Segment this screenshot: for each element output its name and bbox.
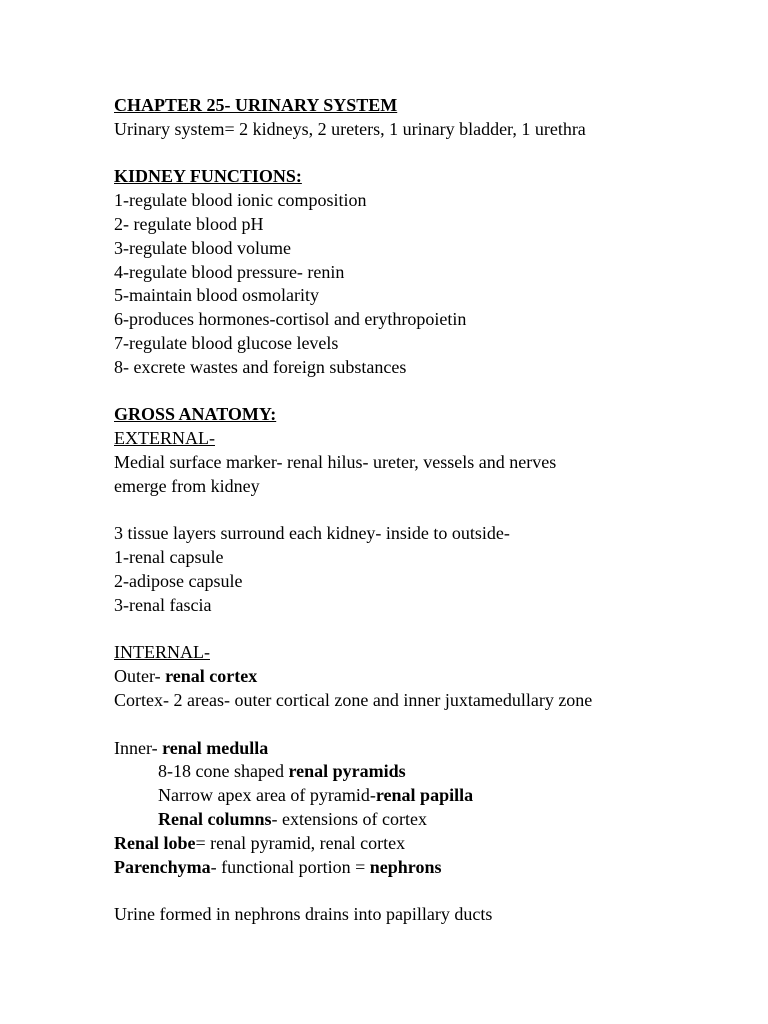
internal-label: INTERNAL- bbox=[114, 642, 210, 663]
kidney-function-item: 2- regulate blood pH bbox=[114, 213, 264, 234]
inner-term: renal medulla bbox=[162, 737, 269, 758]
kidney-function-item: 7-regulate blood glucose levels bbox=[114, 332, 339, 353]
kidney-functions-heading: KIDNEY FUNCTIONS: bbox=[114, 166, 302, 187]
cortex-line: Cortex- 2 areas- outer cortical zone and inner juxtamedullary zone bbox=[114, 689, 593, 710]
papilla-term: renal papilla bbox=[375, 785, 474, 806]
external-label: EXTERNAL- bbox=[114, 428, 215, 449]
outer-term: renal cortex bbox=[165, 666, 258, 687]
layer-item: 3-renal fascia bbox=[114, 594, 212, 615]
pyramids-line bbox=[114, 760, 768, 784]
columns-term: Renal columns bbox=[158, 808, 272, 829]
kidney-function-item: 5-maintain blood osmolarity bbox=[114, 285, 319, 306]
lobe-line bbox=[114, 832, 768, 856]
pyramids-term: renal pyramids bbox=[288, 761, 406, 782]
chapter-title: CHAPTER 25- URINARY SYSTEM bbox=[114, 95, 398, 115]
marker-line-1: Medial surface marker- renal hilus- ureter, vessels and nerves bbox=[114, 451, 557, 472]
layer-item: 2-adipose capsule bbox=[114, 570, 243, 591]
parenchyma-middle: - functional portion = bbox=[210, 856, 370, 877]
spacer bbox=[114, 380, 768, 404]
pyramids-prefix: 8-18 cone shaped bbox=[158, 761, 289, 782]
kidney-function-item: 8- excrete wastes and foreign substances bbox=[114, 356, 407, 377]
spacer bbox=[114, 499, 768, 523]
layers-intro: 3 tissue layers surround each kidney- inside to outside- bbox=[114, 523, 510, 544]
nephrons-term: nephrons bbox=[369, 856, 442, 877]
spacer bbox=[114, 879, 768, 903]
kidney-function-item: 1-regulate blood ionic composition bbox=[114, 190, 367, 211]
intro-line: Urinary system= 2 kidneys, 2 ureters, 1 urinary bladder, 1 urethra bbox=[114, 118, 586, 139]
columns-line bbox=[114, 808, 768, 832]
columns-suffix: - extensions of cortex bbox=[271, 808, 427, 829]
kidney-function-item: 4-regulate blood pressure- renin bbox=[114, 261, 345, 282]
lobe-suffix: = renal pyramid, renal cortex bbox=[195, 832, 406, 853]
inner-line bbox=[114, 737, 768, 761]
outer-line bbox=[114, 665, 768, 689]
spacer bbox=[114, 713, 768, 737]
papilla-prefix: Narrow apex area of pyramid- bbox=[158, 785, 376, 806]
urine-line: Urine formed in nephrons drains into papillary ducts bbox=[114, 904, 493, 925]
spacer bbox=[114, 142, 768, 166]
outer-prefix: Outer- bbox=[114, 666, 166, 687]
lobe-term: Renal lobe bbox=[114, 832, 196, 853]
parenchyma-line bbox=[114, 856, 768, 880]
spacer bbox=[114, 618, 768, 642]
gross-anatomy-heading: GROSS ANATOMY: bbox=[114, 404, 277, 425]
papilla-line bbox=[114, 784, 768, 808]
kidney-function-item: 6-produces hormones-cortisol and erythropoietin bbox=[114, 309, 467, 330]
layer-item: 1-renal capsule bbox=[114, 547, 224, 568]
inner-prefix: Inner- bbox=[114, 737, 163, 758]
marker-line-2: emerge from kidney bbox=[114, 475, 260, 496]
parenchyma-term: Parenchyma bbox=[114, 856, 211, 877]
kidney-function-item: 3-regulate blood volume bbox=[114, 237, 291, 258]
